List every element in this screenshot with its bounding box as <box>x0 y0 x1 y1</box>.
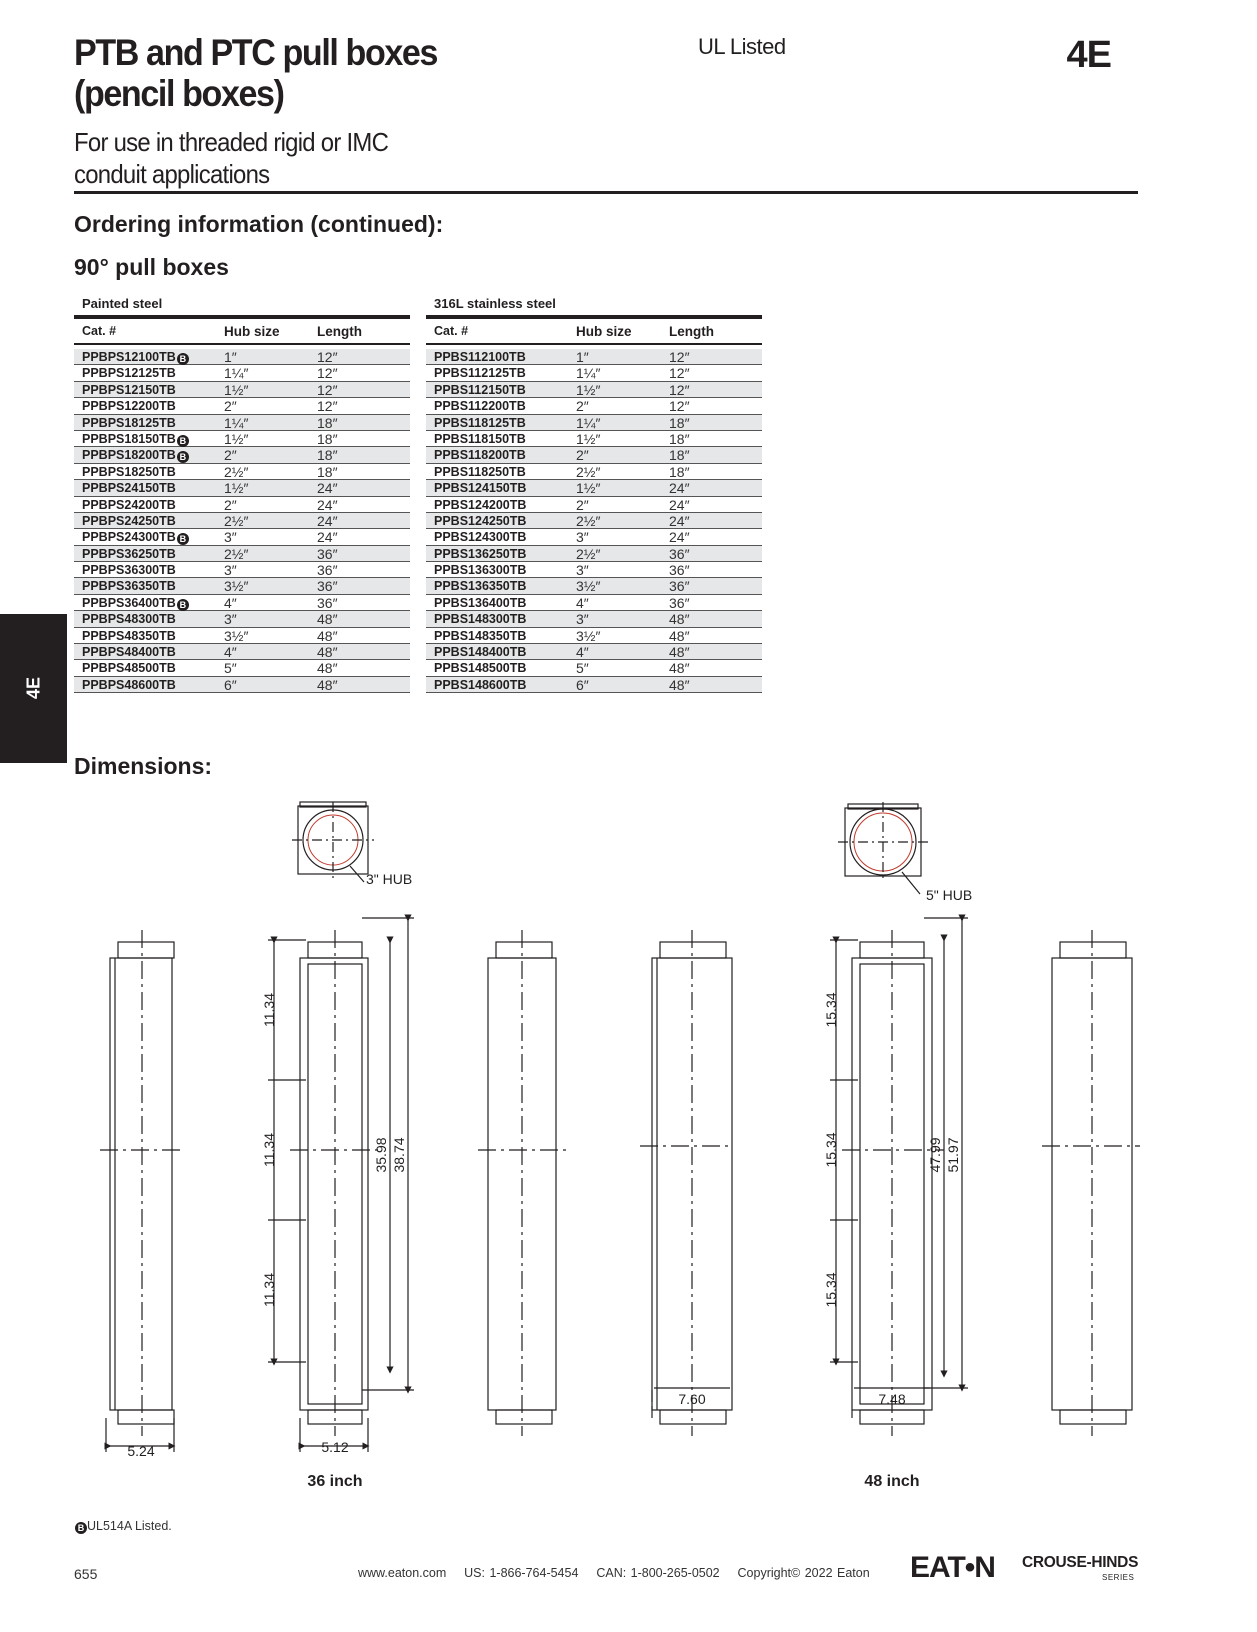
cell-hub: 1½″ <box>224 381 249 398</box>
col-length: Length <box>669 323 714 339</box>
table-header <box>426 315 762 345</box>
cell-hub: 4″ <box>224 644 237 661</box>
table-row <box>74 415 410 431</box>
cell-length: 36″ <box>317 562 338 579</box>
cell-cat: PPBPS24300TB B <box>74 529 224 544</box>
dim-width-36-b: 5.12 <box>321 1439 349 1455</box>
side-tab-label: 4E <box>23 676 44 700</box>
dim-segment-48-1: 15.34 <box>823 992 839 1028</box>
dimension-drawings <box>0 790 1257 1510</box>
table-row <box>426 497 762 513</box>
box-48-front <box>830 918 968 1436</box>
cell-cat: PPBS148400TB <box>434 645 527 660</box>
table-row <box>426 398 762 414</box>
cell-cat: PPBPS48500TB <box>82 661 176 676</box>
table-body <box>426 349 762 693</box>
cell-length: 18″ <box>669 414 690 431</box>
table-row <box>426 529 762 545</box>
cell-hub: 2″ <box>576 496 589 513</box>
table-row <box>74 464 410 480</box>
cell-length: 12″ <box>669 349 690 365</box>
ul514a-marker: B <box>177 435 189 447</box>
dim-segment-36-2: 11.34 <box>261 1133 277 1167</box>
cell-cat: PPBPS18125TB <box>82 415 176 430</box>
cell-hub: 1½″ <box>576 381 601 398</box>
table-row <box>74 480 410 496</box>
table-header <box>74 315 410 345</box>
cell-hub: 1½″ <box>224 430 249 447</box>
cell-cat: PPBS148500TB <box>434 661 527 676</box>
cell-hub: 3½″ <box>224 578 249 595</box>
cell-length: 36″ <box>669 578 690 595</box>
cell-length: 24″ <box>669 496 690 513</box>
table-row <box>426 611 762 627</box>
table-row <box>426 546 762 562</box>
table-row <box>74 677 410 693</box>
cell-cat: PPBPS24250TB <box>82 513 176 528</box>
table-row <box>426 513 762 529</box>
cell-hub: 3½″ <box>576 578 601 595</box>
cell-cat: PPBS118125TB <box>434 415 526 430</box>
cell-hub: 1¼″ <box>224 365 249 382</box>
cell-cat: PPBPS12200TB <box>82 399 176 414</box>
table-row <box>426 628 762 644</box>
cell-hub: 2½″ <box>576 512 601 529</box>
cell-hub: 1¼″ <box>576 365 601 382</box>
footer-can-phone: CAN: 1-800-265-0502 <box>596 1566 720 1580</box>
cell-cat: PPBS124150TB <box>434 481 527 496</box>
table-row <box>426 677 762 693</box>
footnote <box>74 1519 172 1534</box>
col-hub: Hub size <box>224 323 280 339</box>
col-hub: Hub size <box>576 323 632 339</box>
cell-hub: 1½″ <box>576 480 601 497</box>
cell-hub: 1¼″ <box>224 414 249 431</box>
dim-segment-48-3: 15.34 <box>823 1272 839 1308</box>
cell-cat: PPBS136350TB <box>434 579 527 594</box>
cell-cat: PPBS112100TB <box>434 350 526 364</box>
cell-length: 24″ <box>669 512 690 529</box>
box-48-side-a <box>640 930 732 1436</box>
cell-cat: PPBPS36350TB <box>82 579 176 594</box>
cell-length: 48″ <box>317 611 338 628</box>
cell-length: 12″ <box>669 398 690 415</box>
cell-length: 18″ <box>317 430 338 447</box>
cell-cat: PPBPS12150TB <box>82 382 176 397</box>
cell-length: 36″ <box>317 578 338 595</box>
cell-length: 48″ <box>669 627 690 644</box>
cell-hub: 2″ <box>224 496 237 513</box>
dim-overall-36: 38.74 <box>391 1137 407 1173</box>
cell-length: 12″ <box>317 381 338 398</box>
page-title: PTB and PTC pull boxes (pencil boxes) <box>74 32 438 114</box>
table-row <box>426 431 762 447</box>
box-36-side-b <box>478 930 568 1436</box>
cell-length: 48″ <box>317 660 338 677</box>
painted-steel-table <box>74 295 410 693</box>
table-row <box>426 382 762 398</box>
cell-hub: 2½″ <box>576 545 601 562</box>
cell-cat: PPBPS36400TB B <box>74 595 224 610</box>
cell-hub: 1¼″ <box>576 414 601 431</box>
crouse-hinds-label: CROUSE-HINDS <box>1022 1554 1139 1571</box>
cell-length: 36″ <box>669 594 690 611</box>
table-row <box>74 398 410 414</box>
cell-hub: 4″ <box>576 594 589 611</box>
cell-length: 12″ <box>317 398 338 415</box>
page-number: 655 <box>74 1566 98 1582</box>
cell-length: 18″ <box>669 447 690 464</box>
cell-cat: PPBPS48600TB <box>82 677 176 692</box>
dim-inner-36: 35.98 <box>373 1137 389 1173</box>
cell-cat: PPBS124250TB <box>434 513 527 528</box>
col-cat: Cat. # <box>434 324 469 338</box>
cell-hub: 2″ <box>576 447 589 464</box>
table-row <box>74 578 410 594</box>
table-row <box>74 529 410 545</box>
cell-hub: 4″ <box>224 594 237 611</box>
cell-cat: PPBPS18150TB B <box>74 431 224 446</box>
section-number: 4E <box>1066 34 1111 76</box>
cell-length: 24″ <box>669 529 690 546</box>
cell-cat: PPBS124300TB <box>434 530 527 545</box>
cell-length: 24″ <box>317 480 338 497</box>
table-row <box>74 382 410 398</box>
cell-length: 48″ <box>669 644 690 661</box>
cell-length: 48″ <box>317 644 338 661</box>
cell-length: 36″ <box>317 594 338 611</box>
table-row <box>426 415 762 431</box>
dim-width-48-a: 7.60 <box>678 1391 706 1407</box>
cell-length: 18″ <box>317 447 338 464</box>
section-side-tab <box>0 614 67 763</box>
series-label: SERIES <box>1102 1573 1135 1582</box>
table-row <box>426 562 762 578</box>
table-row <box>426 447 762 463</box>
box-48-side-b <box>1042 930 1140 1436</box>
table-row <box>426 595 762 611</box>
dim-width-48-b: 7.48 <box>878 1391 906 1407</box>
cell-cat: PPBS148300TB <box>434 612 527 627</box>
table-row <box>426 644 762 660</box>
cell-cat: PPBPS36250TB <box>82 546 176 561</box>
cell-length: 18″ <box>669 430 690 447</box>
box-36-side-a <box>100 930 184 1452</box>
cell-hub: 3″ <box>224 529 237 546</box>
footer-contact <box>358 1566 870 1580</box>
table-row <box>426 660 762 676</box>
cell-length: 24″ <box>317 512 338 529</box>
footer-copyright: Copyright© 2022 Eaton <box>737 1566 870 1580</box>
table-row <box>74 595 410 611</box>
cell-length: 24″ <box>317 496 338 513</box>
eaton-logo <box>910 1551 1139 1585</box>
caption-48-inch: 48 inch <box>864 1473 920 1490</box>
cell-cat: PPBS148350TB <box>434 628 527 643</box>
cell-length: 12″ <box>669 365 690 382</box>
col-cat: Cat. # <box>82 324 117 338</box>
cell-hub: 1″ <box>576 349 589 365</box>
cell-cat: PPBS136250TB <box>434 546 527 561</box>
cell-length: 12″ <box>669 381 690 398</box>
cell-cat: PPBS148600TB <box>434 677 527 692</box>
ul514a-marker: B <box>177 599 189 611</box>
cell-length: 48″ <box>669 660 690 677</box>
cell-cat: PPBPS12100TB B <box>74 349 224 364</box>
cell-length: 24″ <box>317 529 338 546</box>
cell-cat: PPBPS18250TB <box>82 464 176 479</box>
table-row <box>74 447 410 463</box>
cell-hub: 5″ <box>576 660 589 677</box>
cell-hub: 2½″ <box>224 512 249 529</box>
cell-cat: PPBS118250TB <box>434 464 526 479</box>
cell-length: 24″ <box>669 480 690 497</box>
cell-length: 12″ <box>317 365 338 382</box>
cell-length: 36″ <box>669 545 690 562</box>
table-row <box>74 644 410 660</box>
dim-segment-36-1: 11.34 <box>261 993 277 1027</box>
cell-hub: 4″ <box>576 644 589 661</box>
cell-length: 18″ <box>317 463 338 480</box>
cell-cat: PPBS112150TB <box>434 382 526 397</box>
table-caption: 316L stainless steel <box>434 296 556 311</box>
cell-cat: PPBS112125TB <box>434 366 526 381</box>
page-subtitle: For use in threaded rigid or IMC conduit applications <box>74 127 389 189</box>
cell-cat: PPBPS48350TB <box>82 628 176 643</box>
cell-length: 18″ <box>317 414 338 431</box>
table-row <box>74 660 410 676</box>
table-body <box>74 349 410 693</box>
footer-website[interactable]: www.eaton.com <box>358 1566 447 1580</box>
cell-hub: 6″ <box>576 676 589 693</box>
table-row <box>74 628 410 644</box>
col-length: Length <box>317 323 362 339</box>
cell-length: 12″ <box>317 349 338 365</box>
cell-length: 36″ <box>317 545 338 562</box>
dim-overall-48: 51.97 <box>945 1137 961 1173</box>
cell-hub: 3″ <box>224 611 237 628</box>
table-row <box>74 611 410 627</box>
dim-inner-48: 47.99 <box>927 1137 943 1173</box>
cell-cat: PPBPS24200TB <box>82 497 176 512</box>
eaton-wordmark: EAT•N <box>910 1551 995 1584</box>
hub-3in-label: 3" HUB <box>366 871 413 887</box>
footer-us-phone: US: 1-866-764-5454 <box>464 1566 579 1580</box>
header-rule <box>74 191 1138 194</box>
table-row <box>74 513 410 529</box>
cell-hub: 1″ <box>224 349 237 365</box>
cell-hub: 3″ <box>576 562 589 579</box>
table-row <box>74 349 410 365</box>
cell-length: 48″ <box>669 611 690 628</box>
cell-cat: PPBPS48300TB <box>82 612 176 627</box>
hub-3in-top-view <box>292 802 374 882</box>
cell-cat: PPBS136300TB <box>434 563 527 578</box>
cell-cat: PPBS124200TB <box>434 497 527 512</box>
cell-cat: PPBPS18200TB B <box>74 447 224 462</box>
dim-segment-36-3: 11.34 <box>261 1273 277 1307</box>
cell-hub: 3″ <box>576 529 589 546</box>
hub-5in-top-view <box>838 802 928 894</box>
cell-hub: 2″ <box>576 398 589 415</box>
cell-hub: 2½″ <box>224 463 249 480</box>
cell-hub: 1½″ <box>576 430 601 447</box>
cell-cat: PPBS118200TB <box>434 448 526 463</box>
cell-hub: 3″ <box>224 562 237 579</box>
ul514a-marker: B <box>177 353 189 365</box>
cell-hub: 2½″ <box>224 545 249 562</box>
ul514a-marker: B <box>177 451 189 463</box>
footnote-text: UL514A Listed. <box>87 1519 172 1533</box>
dim-segment-48-2: 15.34 <box>823 1132 839 1168</box>
table-row <box>74 562 410 578</box>
ordering-heading: Ordering information (continued): <box>74 211 444 237</box>
cell-hub: 3½″ <box>576 627 601 644</box>
cell-hub: 1½″ <box>224 480 249 497</box>
dim-width-36-a: 5.24 <box>127 1443 155 1459</box>
cell-length: 48″ <box>317 676 338 693</box>
cell-cat: PPBPS12125TB <box>82 366 176 381</box>
cell-hub: 5″ <box>224 660 237 677</box>
cell-cat: PPBPS24150TB <box>82 481 176 496</box>
cell-hub: 3″ <box>576 611 589 628</box>
ul-listed-label: UL Listed <box>698 34 786 59</box>
table-row <box>74 497 410 513</box>
cell-length: 36″ <box>669 562 690 579</box>
table-row <box>426 578 762 594</box>
cell-hub: 2″ <box>224 447 237 464</box>
table-row <box>426 480 762 496</box>
cell-length: 48″ <box>317 627 338 644</box>
table-row <box>74 365 410 381</box>
cell-hub: 3½″ <box>224 627 249 644</box>
table-caption: Painted steel <box>82 296 163 311</box>
table-row <box>426 365 762 381</box>
pull-boxes-heading: 90° pull boxes <box>74 254 229 280</box>
cell-cat: PPBS112200TB <box>434 399 526 414</box>
cell-cat: PPBS136400TB <box>434 595 527 610</box>
cell-cat: PPBS118150TB <box>434 431 526 446</box>
cell-length: 18″ <box>669 463 690 480</box>
hub-5in-label: 5" HUB <box>926 887 973 903</box>
stainless-steel-table <box>426 295 762 693</box>
cell-cat: PPBPS48400TB <box>82 645 176 660</box>
cell-length: 48″ <box>669 676 690 693</box>
cell-hub: 2½″ <box>576 463 601 480</box>
table-row <box>74 431 410 447</box>
ul514a-marker: B <box>75 1522 87 1534</box>
cell-cat: PPBPS36300TB <box>82 563 176 578</box>
ul514a-marker: B <box>177 533 189 545</box>
dimensions-heading: Dimensions: <box>74 753 213 779</box>
table-row <box>426 349 762 365</box>
box-36-front <box>268 918 414 1452</box>
table-row <box>74 546 410 562</box>
caption-36-inch: 36 inch <box>307 1473 363 1490</box>
cell-hub: 6″ <box>224 676 237 693</box>
table-row <box>426 464 762 480</box>
cell-hub: 2″ <box>224 398 237 415</box>
